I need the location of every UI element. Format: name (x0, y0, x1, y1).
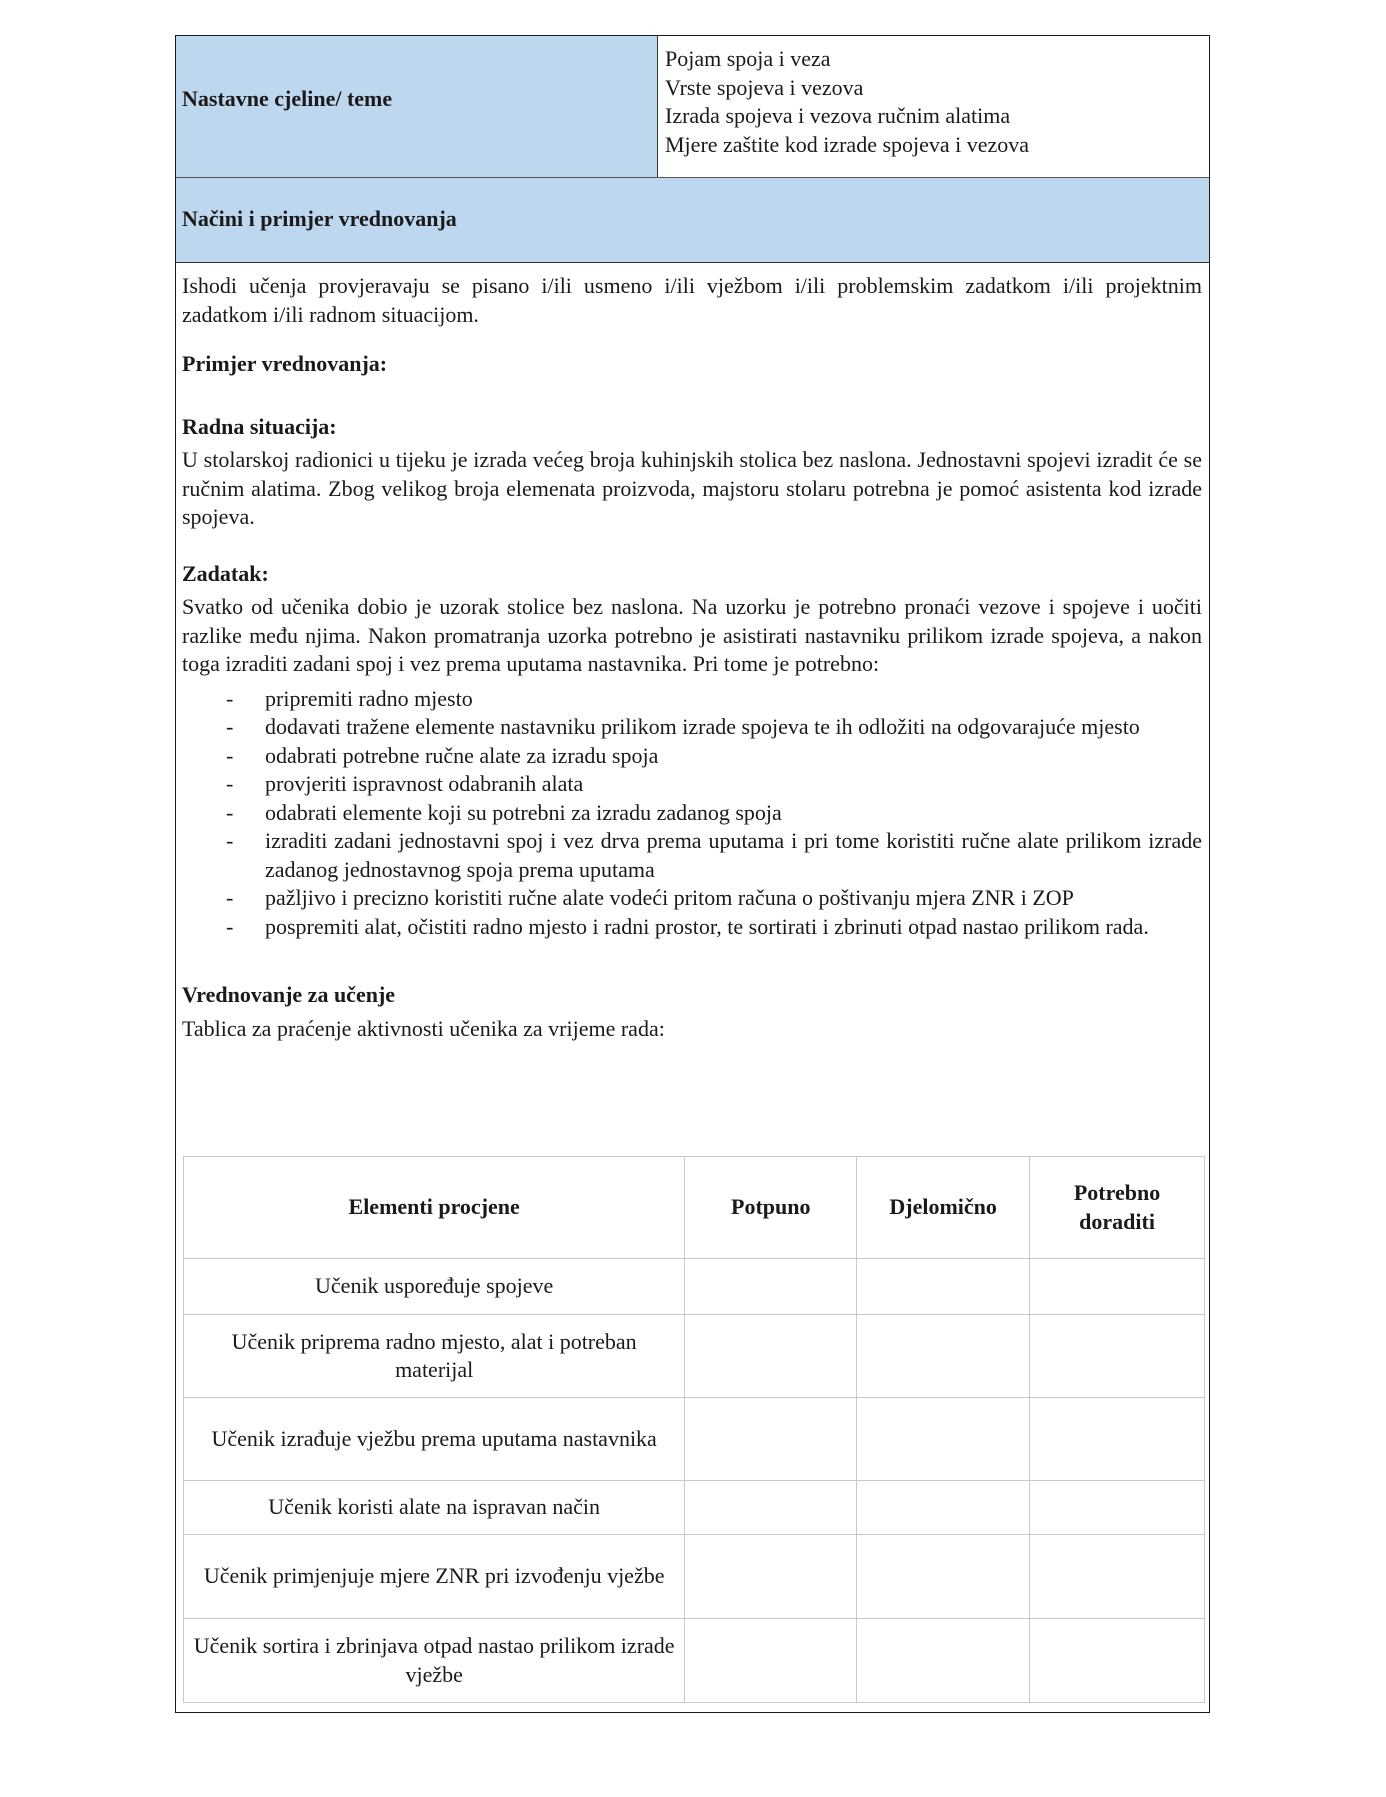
evaluation-table (183, 1156, 1205, 1703)
table-row (184, 1481, 1205, 1535)
topics-label-cell (176, 36, 658, 177)
section-header (176, 178, 1209, 263)
topic-item: Vrste spojeva i vezova (665, 74, 864, 100)
element-cell: Učenik sortira i zbrinjava otpad nastao prilikom izrade vježbe (184, 1619, 685, 1703)
dash-bullet-icon: - (226, 714, 234, 739)
task-paragraph: Svatko od učenika dobio je uzorak stolice bez naslona. Na uzorku je potrebno pronaći vezove i spojeve i uočiti razlike među njima. Nakon promatranja uzorka potrebno je asistirati nastavniku prilikom izrade spojeva, a nakon toga izraditi zadani spoj i vez prema uputama nastavnika. Pri tome je potrebno: (182, 594, 1202, 676)
partially-cell[interactable] (857, 1259, 1030, 1315)
list-item: - pažljivo i precizno koristiti ručne alate vodeći pritom računa o poštivanju mjera ZNR i ZOP (182, 884, 1202, 913)
element-cell: Učenik primjenjuje mjere ZNR pri izvođenju vježbe (184, 1535, 685, 1619)
situation-heading: Radna situacija: (182, 413, 337, 439)
partially-cell[interactable] (857, 1315, 1030, 1398)
element-cell: Učenik priprema radno mjesto, alat i potreban materijal (184, 1315, 685, 1398)
table-row (184, 1315, 1205, 1398)
list-item: - odabrati elemente koji su potrebni za izradu zadanog spoja (182, 799, 1202, 828)
fully-cell[interactable] (685, 1259, 857, 1315)
topic-item: Mjere zaštite kod izrade spojeva i vezova (665, 131, 1030, 157)
table-row (184, 1259, 1205, 1315)
fully-cell[interactable] (685, 1315, 857, 1398)
topic-item: Pojam spoja i veza (665, 46, 831, 71)
fully-cell[interactable] (685, 1535, 857, 1619)
intro-paragraph: Ishodi učenja provjeravaju se pisano i/ili usmeno i/ili vježbom i/ili problemskim zadatkom i/ili projektnim zadatkom i/ili radnom situacijom. (182, 273, 1202, 327)
table-row (184, 1398, 1205, 1481)
col-header-partially: Djelomično (857, 1157, 1030, 1259)
partially-cell[interactable] (857, 1481, 1030, 1535)
col-header-elements: Elementi procjene (184, 1157, 685, 1259)
element-cell: Učenik koristi alate na ispravan način (184, 1481, 685, 1535)
task-heading: Zadatak: (182, 560, 269, 586)
situation-paragraph: U stolarskoj radionici u tijeku je izrada većeg broja kuhinjskih stolica bez naslona. Jednostavni spojevi izradit će se ručnim alatima. Zbog velikog broja elemenata proizvoda, majstoru stolaru potrebna je pomoć asistenta kod izrade spojeva. (182, 447, 1202, 529)
topics-label: Nastavne cjeline/ teme (182, 86, 393, 111)
dash-bullet-icon: - (226, 742, 234, 768)
fully-cell[interactable] (685, 1481, 857, 1535)
dash-bullet-icon: - (226, 828, 234, 853)
fully-cell[interactable] (685, 1619, 857, 1703)
needs-work-cell[interactable] (1030, 1259, 1205, 1315)
dash-bullet-icon: - (226, 885, 234, 910)
topics-row (176, 36, 1209, 178)
needs-work-cell[interactable] (1030, 1315, 1205, 1398)
dash-bullet-icon: - (226, 771, 234, 796)
col-header-fully: Potpuno (685, 1157, 857, 1259)
needs-work-cell[interactable] (1030, 1481, 1205, 1535)
partially-cell[interactable] (857, 1619, 1030, 1703)
dash-bullet-icon: - (226, 685, 234, 711)
document-frame (175, 35, 1210, 1713)
dash-bullet-icon: - (226, 799, 234, 825)
table-row (184, 1535, 1205, 1619)
list-item: - pripremiti radno mjesto (182, 685, 1202, 714)
topics-list (658, 36, 1209, 177)
section-body (182, 272, 1202, 1043)
eval-caption: Tablica za praćenje aktivnosti učenika za vrijeme rada: (182, 1015, 665, 1041)
element-cell: Učenik uspoređuje spojeve (184, 1259, 685, 1315)
table-row (184, 1619, 1205, 1703)
topic-item: Izrada spojeva i vezova ručnim alatima (665, 103, 1011, 128)
partially-cell[interactable] (857, 1398, 1030, 1481)
example-heading: Primjer vrednovanja: (182, 351, 388, 376)
partially-cell[interactable] (857, 1535, 1030, 1619)
needs-work-cell[interactable] (1030, 1619, 1205, 1703)
dash-bullet-icon: - (226, 913, 234, 939)
list-item: - provjeriti ispravnost odabranih alata (182, 770, 1202, 799)
list-item: - pospremiti alat, očistiti radno mjesto i radni prostor, te sortirati i zbrinuti otpad nastao prilikom rada. (182, 913, 1202, 942)
list-item: - dodavati tražene elemente nastavniku prilikom izrade spojeva te ih odložiti na odgovarajuće mjesto (182, 713, 1202, 742)
list-item: - izraditi zadani jednostavni spoj i vez drva prema uputama i pri tome koristiti ručne alate prilikom izrade zadanog jednostavnog spoja prema uputama (226, 828, 1202, 882)
element-cell: Učenik izrađuje vježbu prema uputama nastavnika (184, 1398, 685, 1481)
needs-work-cell[interactable] (1030, 1398, 1205, 1481)
section-title: Načini i primjer vrednovanja (182, 206, 457, 231)
needs-work-cell[interactable] (1030, 1535, 1205, 1619)
col-header-needs-work: Potrebno doraditi (1030, 1157, 1205, 1259)
eval-heading: Vrednovanje za učenje (182, 982, 396, 1007)
list-item: - odabrati potrebne ručne alate za izradu spoja (182, 742, 1202, 771)
table-header-row (184, 1157, 1205, 1259)
task-list (182, 685, 1202, 942)
fully-cell[interactable] (685, 1398, 857, 1481)
